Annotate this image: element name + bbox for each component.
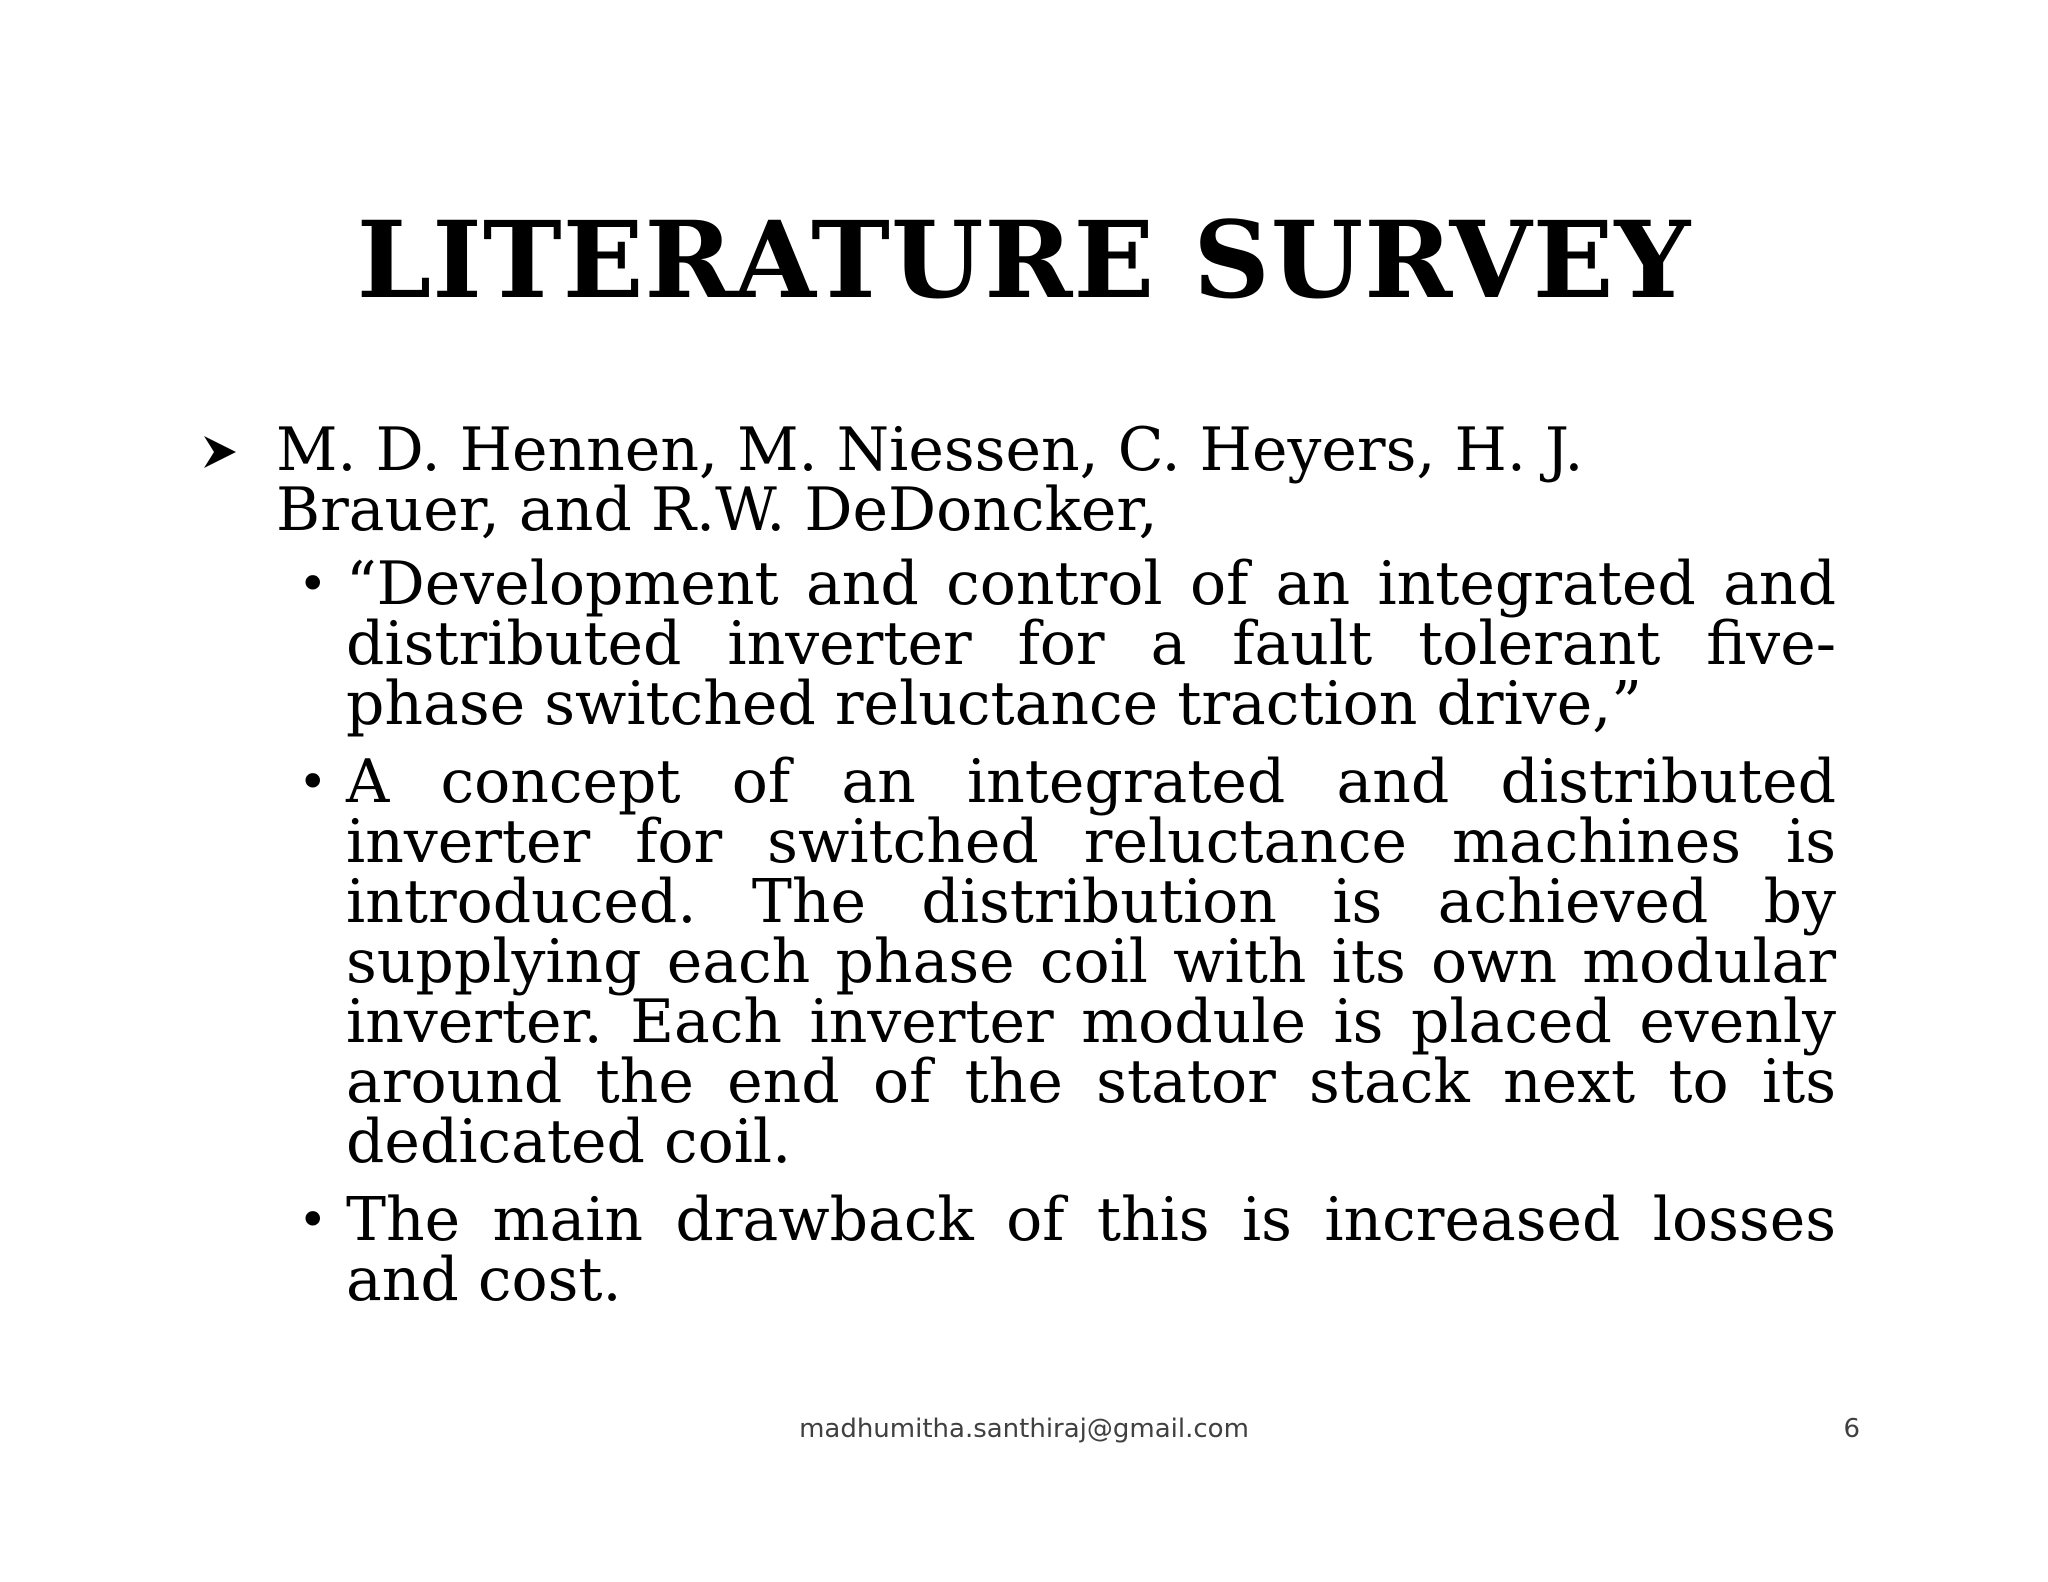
sub-bullet-item [280,1185,1850,1315]
arrow-bullet-icon [200,420,276,472]
slide-title: LITERATURE SURVEY [356,197,1692,322]
dot-bullet-icon: • [298,1191,328,1249]
dot-bullet-icon: • [298,555,328,613]
sub-bullet-list [200,549,1850,1315]
sub-bullet-text: A concept of an integrated and distributed inverter for switched reluctance machines is introduced. The distribution is achieved by supplying each phase coil with its own modular inverter. Each inverter module is placed evenly around the end of the stator stack next to its dedicated coil. [346,747,1836,1177]
main-bullet-item [200,415,1850,545]
page-number: 6 [1843,1414,1860,1444]
dot-bullet-icon: • [298,753,328,811]
sub-bullet-item [280,747,1850,1177]
sub-bullet-text: “Development and control of an integrated and distributed inverter for a fault tolerant five-phase switched reluctance traction drive,” [346,549,1836,739]
footer-email: madhumitha.santhiraj@gmail.com [799,1414,1249,1444]
main-bullet-text: M. D. Hennen, M. Niessen, C. Heyers, H. J. Brauer, and R.W. DeDoncker, [276,415,1584,545]
slide-content [200,415,1850,1328]
sub-bullet-text: The main drawback of this is increased losses and cost. [346,1185,1836,1315]
sub-bullet-item [280,549,1850,739]
